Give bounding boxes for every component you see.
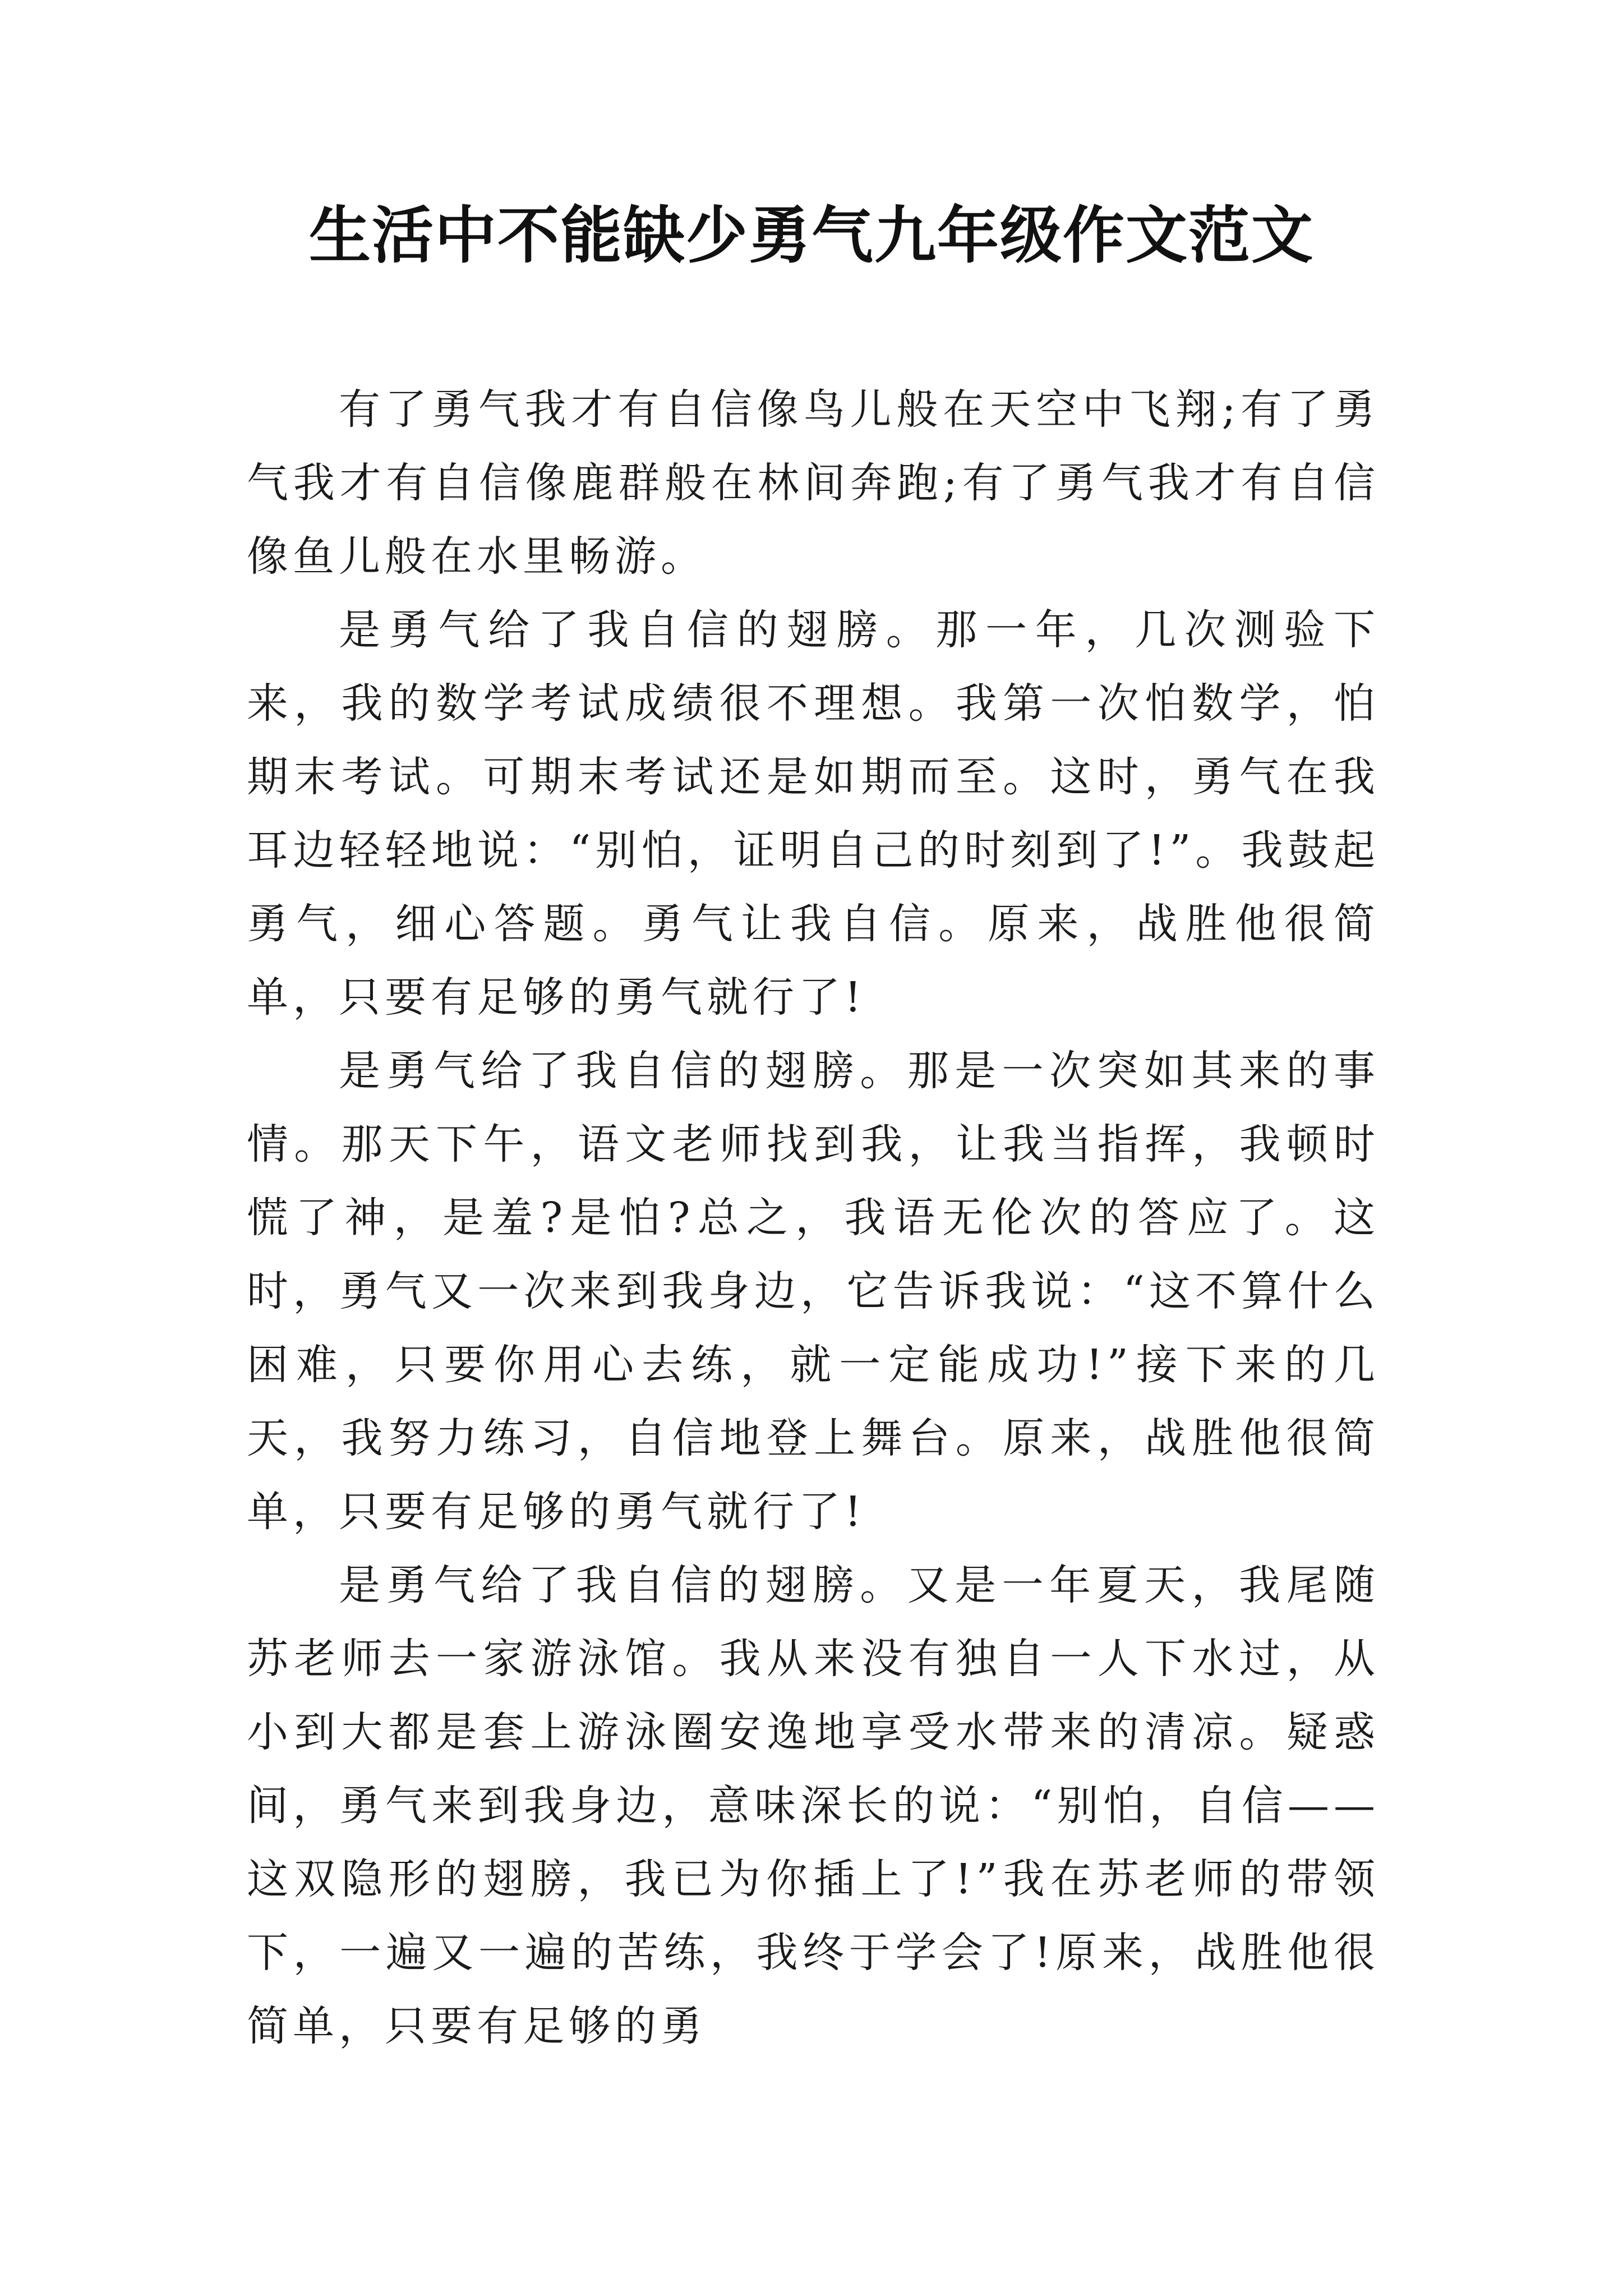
- document-body: [247, 373, 1380, 2063]
- paragraph: 有了勇气我才有自信像鸟儿般在天空中飞翔;有了勇气我才有自信像鹿群般在林间奔跑;有了勇气我才有自信像鱼儿般在水里畅游。: [247, 385, 1380, 581]
- paragraph: 是勇气给了我自信的翅膀。又是一年夏天，我尾随苏老师去一家游泳馆。我从来没有独自一人下水过，从小到大都是套上游泳圈安逸地享受水带来的清凉。疑惑间，勇气来到我身边，意味深长的说：“别怕，自信——这双隐形的翅膀，我已为你插上了!”我在苏老师的带领下，一遍又一遍的苦练，我终于学会了!原来，战胜他很简单，只要有足够的勇: [247, 1561, 1380, 2050]
- document-title: 生活中不能缺少勇气九年级作文范文: [309, 199, 1314, 272]
- paragraph: 是勇气给了我自信的翅膀。那是一次突如其来的事情。那天下午，语文老师找到我，让我当指挥，我顿时慌了神，是羞?是怕?总之，我语无伦次的答应了。这时，勇气又一次来到我身边，它告诉我说：“这不算什么困难，只要你用心去练，就一定能成功!”接下来的几天，我努力练习，自信地登上舞台。原来，战胜他很简单，只要有足够的勇气就行了!: [247, 1047, 1380, 1536]
- paragraph: 是勇气给了我自信的翅膀。那一年，几次测验下来，我的数学考试成绩很不理想。我第一次怕数学，怕期末考试。可期末考试还是如期而至。这时，勇气在我耳边轻轻地说：“别怕，证明自己的时刻到了!”。我鼓起勇气，细心答题。勇气让我自信。原来，战胜他很简单，只要有足够的勇气就行了!: [247, 606, 1380, 1022]
